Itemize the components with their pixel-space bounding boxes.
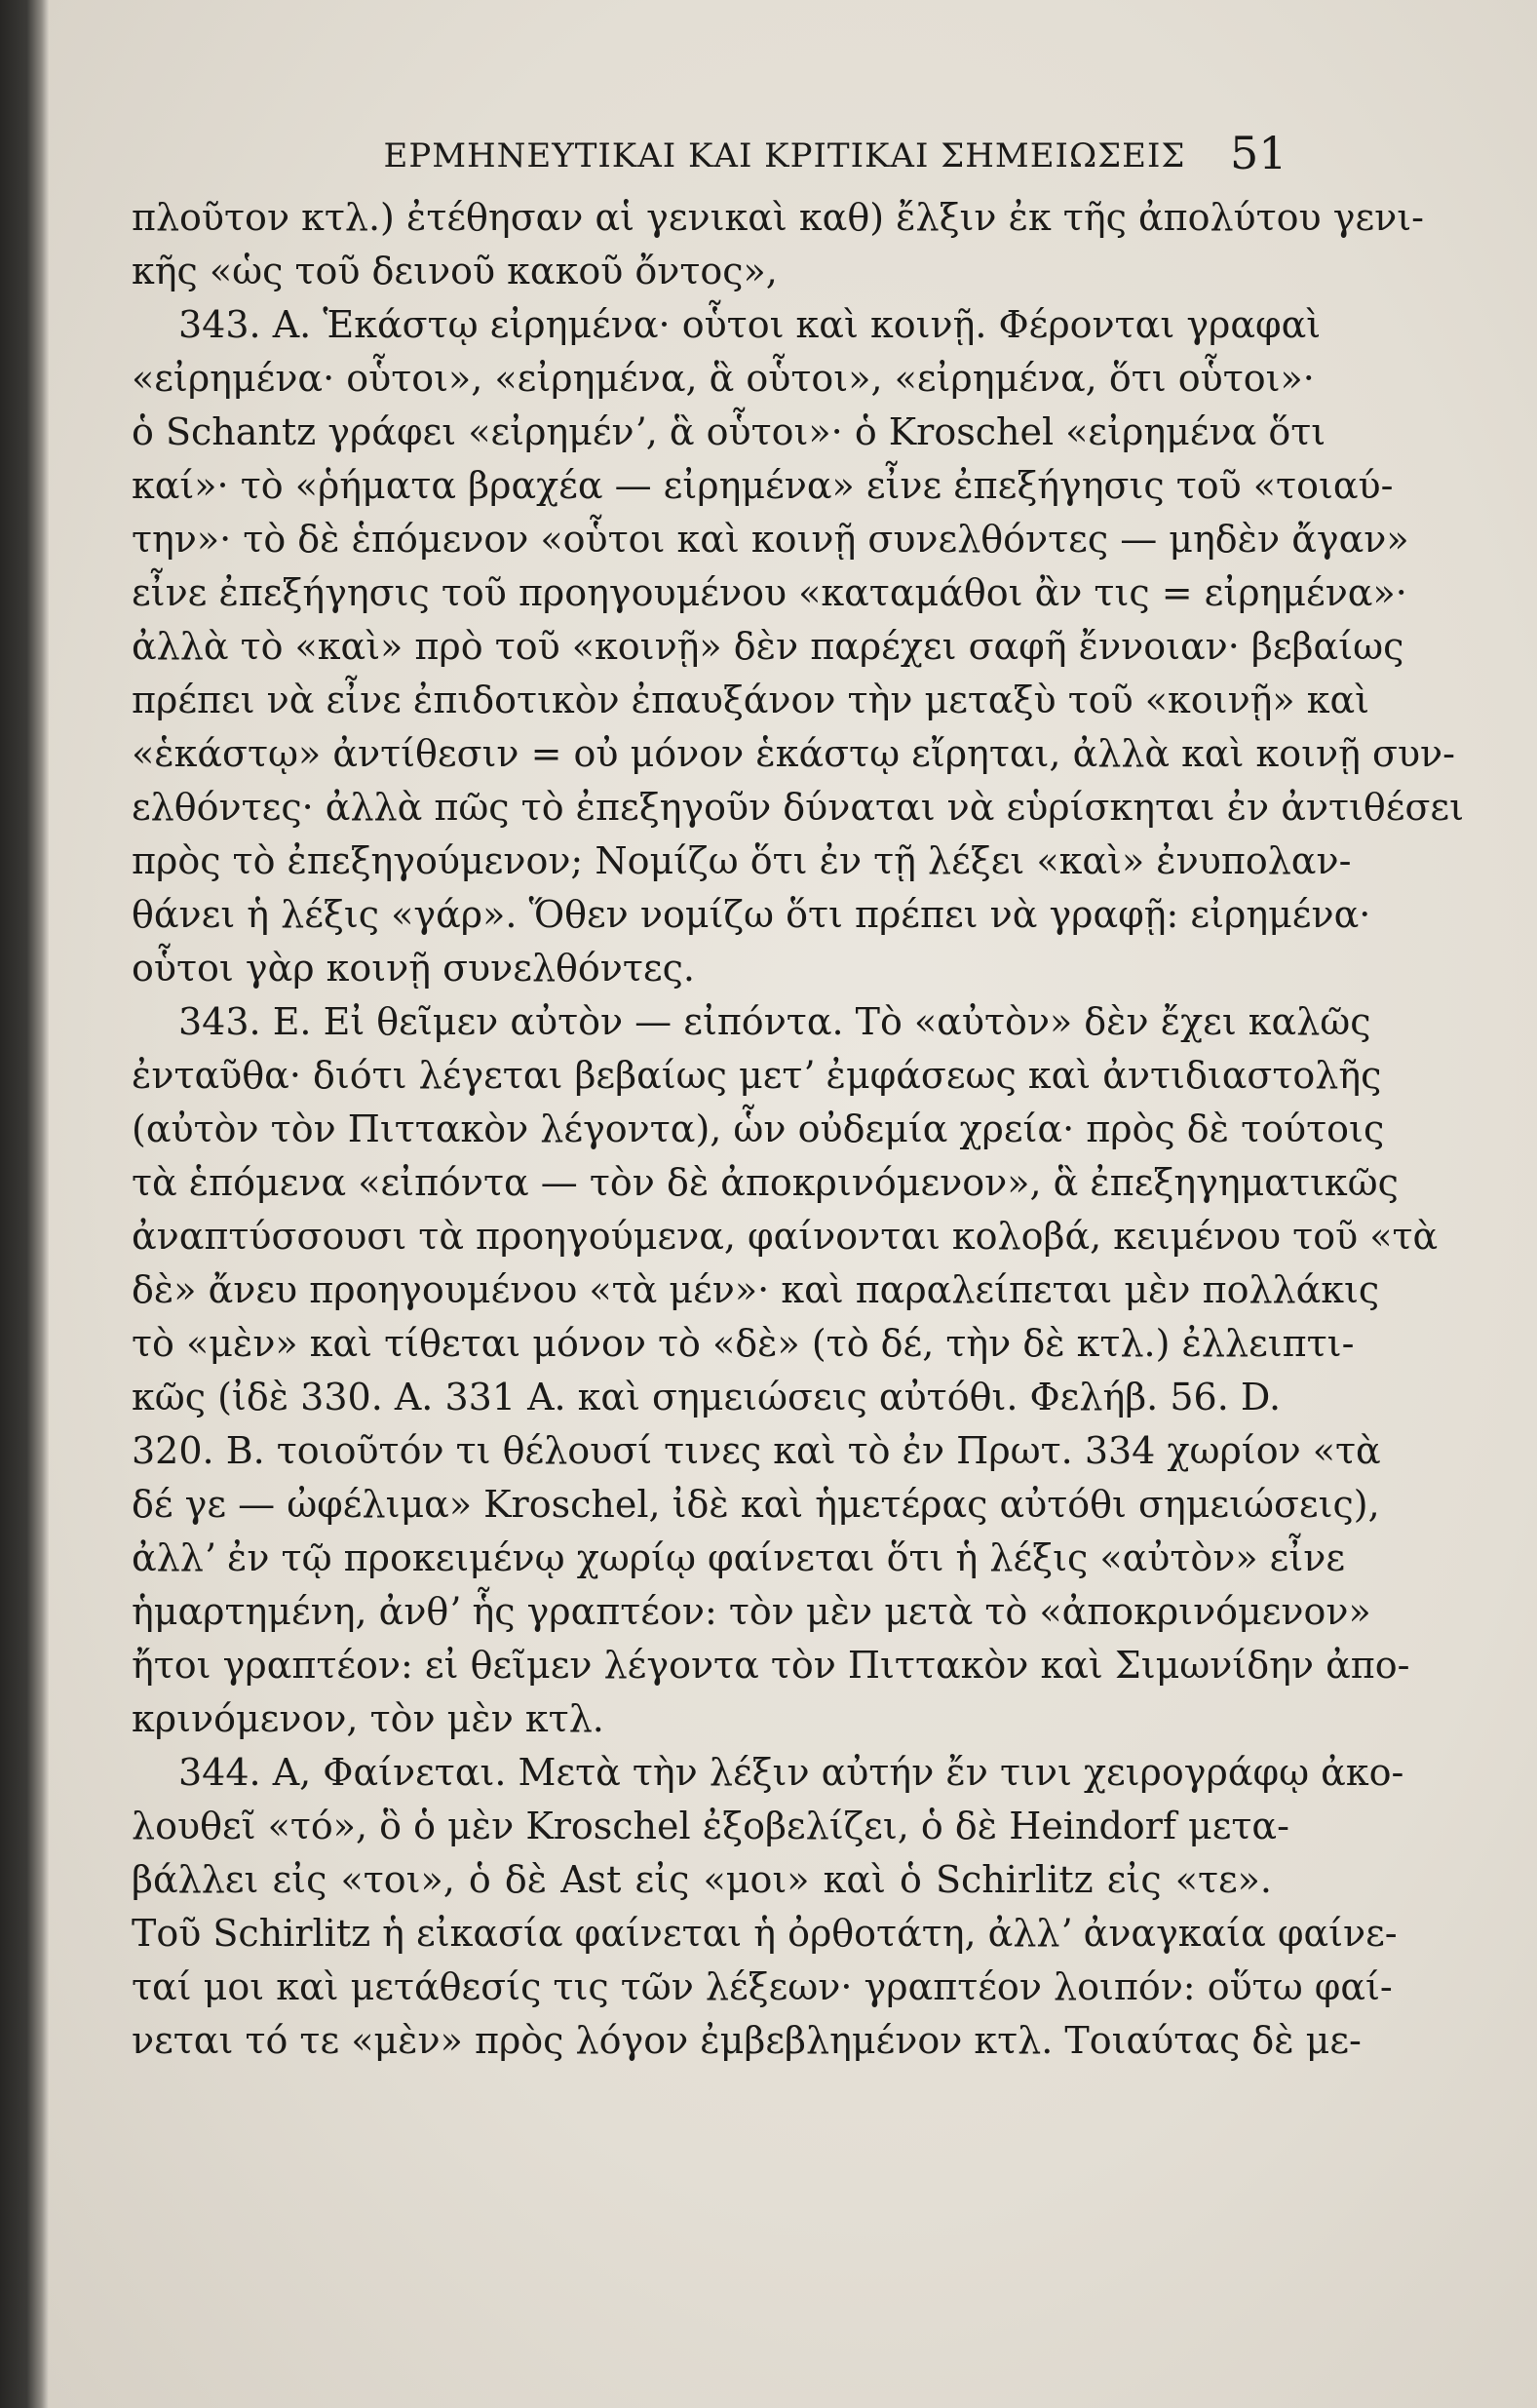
text-line: ὁ Schantz γράφει «εἰρημένʼ, ἃ οὗτοι»· ὁ Kroschel «εἰρημένα ὅτι [132, 410, 1326, 453]
text-line: κρινόμενον, τὸν μὲν κτλ. [132, 1697, 604, 1740]
text-line: βάλλει εἰς «τοι», ὁ δὲ Ast εἰς «μοι» καὶ ὁ Schirlitz εἰς «τε». [132, 1858, 1272, 1901]
text-line: (αὐτὸν τὸν Πιττακὸν λέγοντα), ὧν οὐδεμία χρεία· πρὸς δὲ τούτοις [132, 1107, 1385, 1150]
text-line: τὸ «μὲν» καὶ τίθεται μόνον τὸ «δὲ» (τὸ δέ, τὴν δὲ κτλ.) ἐλλειπτι- [132, 1322, 1355, 1365]
text-line: 344. Α, Φαίνεται. Μετὰ τὴν λέξιν αὐτήν ἔν τινι χειρογράφῳ ἀκο- [178, 1751, 1404, 1794]
running-title: ΕΡΜΗΝΕΥΤΙΚΑΙ ΚΑΙ ΚΡΙΤΙΚΑΙ ΣΗΜΕΙΩΣΕΙΣ [383, 136, 1186, 175]
text-line: πλοῦτον κτλ.) ἐτέθησαν αἱ γενικαὶ καθ) ἔλξιν ἐκ τῆς ἀπολύτου γενι- [132, 196, 1424, 239]
text-line: Τοῦ Schirlitz ἡ εἰκασία φαίνεται ἡ ὀρθοτάτη, ἀλλʼ ἀναγκαία φαίνε- [132, 1912, 1398, 1955]
text-line: ἤτοι γραπτέον: εἰ θεῖμεν λέγοντα τὸν Πιττακὸν καὶ Σιμωνίδην ἀπο- [132, 1644, 1410, 1687]
text-line: ἡμαρτημένη, ἀνθʼ ἧς γραπτέον: τὸν μὲν μετὰ τὸ «ἀποκρινόμενον» [132, 1590, 1371, 1633]
text-line: κῶς (ἰδὲ 330. Α. 331 Α. καὶ σημειώσεις αὐτόθι. Φελήβ. 56. D. [132, 1376, 1282, 1418]
text-line: καί»· τὸ «ῥήματα βραχέα — εἰρημένα» εἶνε ἐπεξήγησις τοῦ «τοιαύ- [132, 464, 1394, 507]
text-line: πρέπει νὰ εἶνε ἐπιδοτικὸν ἐπαυξάνον τὴν μεταξὺ τοῦ «κοινῇ» καὶ [132, 679, 1370, 721]
text-line: ταί μοι καὶ μετάθεσίς τις τῶν λέξεων· γραπτέον λοιπόν: οὕτω φαί- [132, 1965, 1393, 2008]
text-line: ελθόντες· ἀλλὰ πῶς τὸ ἐπεξηγοῦν δύναται νὰ εὑρίσκηται ἐν ἀντιθέσει [132, 786, 1464, 829]
book-binding-shadow [0, 0, 49, 2408]
text-line: «εἰρημένα· οὗτοι», «εἰρημένα, ἃ οὗτοι», «εἰρημένα, ὅτι οὗτοι»· [132, 357, 1315, 400]
text-line: θάνει ἡ λέξις «γάρ». Ὅθεν νομίζω ὅτι πρέπει νὰ γραφῇ: εἰρημένα· [132, 893, 1371, 936]
text-line: ἀλλὰ τὸ «καὶ» πρὸ τοῦ «κοινῇ» δὲν παρέχει σαφῆ ἔννοιαν· βεβαίως [132, 625, 1404, 668]
text-line: δὲ» ἄνευ προηγουμένου «τὰ μέν»· καὶ παραλείπεται μὲν πολλάκις [132, 1268, 1380, 1311]
text-line: κῆς «ὡς τοῦ δεινοῦ κακοῦ ὄντος», [132, 250, 778, 292]
text-line: ἐνταῦθα· διότι λέγεται βεβαίως μετʼ ἐμφάσεως καὶ ἀντιδιαστολῆς [132, 1054, 1382, 1097]
text-line: την»· τὸ δὲ ἑπόμενον «οὗτοι καὶ κοινῇ συνελθόντες — μηδὲν ἄγαν» [132, 518, 1409, 561]
text-line: δέ γε — ὠφέλιμα» Kroschel, ἰδὲ καὶ ἡμετέρας αὐτόθι σημειώσεις), [132, 1483, 1380, 1526]
page-number: 51 [1230, 127, 1287, 179]
text-line: «ἑκάστῳ» ἀντίθεσιν = οὐ μόνον ἑκάστῳ εἴρηται, ἀλλὰ καὶ κοινῇ συν- [132, 732, 1455, 775]
text-line: οὗτοι γὰρ κοινῇ συνελθόντες. [132, 947, 695, 990]
text-line: 320. Β. τοιοῦτόν τι θέλουσί τινες καὶ τὸ ἐν Πρωτ. 334 χωρίον «τὰ [132, 1429, 1381, 1472]
text-line: 343. Ε. Εἰ θεῖμεν αὐτὸν — εἰπόντα. Τὸ «αὐτὸν» δὲν ἔχει καλῶς [178, 1000, 1371, 1043]
text-line: ἀλλʼ ἐν τῷ προκειμένῳ χωρίῳ φαίνεται ὅτι ἡ λέξις «αὐτὸν» εἶνε [132, 1536, 1346, 1579]
body-text [132, 191, 1464, 2068]
text-line: τὰ ἑπόμενα «εἰπόντα — τὸν δὲ ἀποκρινόμενον», ἃ ἐπεξηγηματικῶς [132, 1161, 1399, 1204]
text-line: νεται τό τε «μὲν» πρὸς λόγον ἐμβεβλημένον κτλ. Τοιαύτας δὲ με- [132, 2019, 1362, 2062]
text-line: λουθεῖ «τό», ὃ ὁ μὲν Kroschel ἐξοβελίζει, ὁ δὲ Heindorf μετα- [132, 1805, 1289, 1847]
text-line: ἀναπτύσσουσι τὰ προηγούμενα, φαίνονται κολοβά, κειμένου τοῦ «τὰ [132, 1215, 1439, 1258]
text-line: πρὸς τὸ ἐπεξηγούμενον; Νομίζω ὅτι ἐν τῇ λέξει «καὶ» ἐνυπολαν- [132, 839, 1352, 882]
text-line: 343. Α. Ἑκάστῳ εἰρημένα· οὗτοι καὶ κοινῇ. Φέρονται γραφαὶ [178, 303, 1322, 346]
text-line: εἶνε ἐπεξήγησις τοῦ προηγουμένου «καταμάθοι ἂν τις = εἰρημένα»· [132, 571, 1407, 614]
